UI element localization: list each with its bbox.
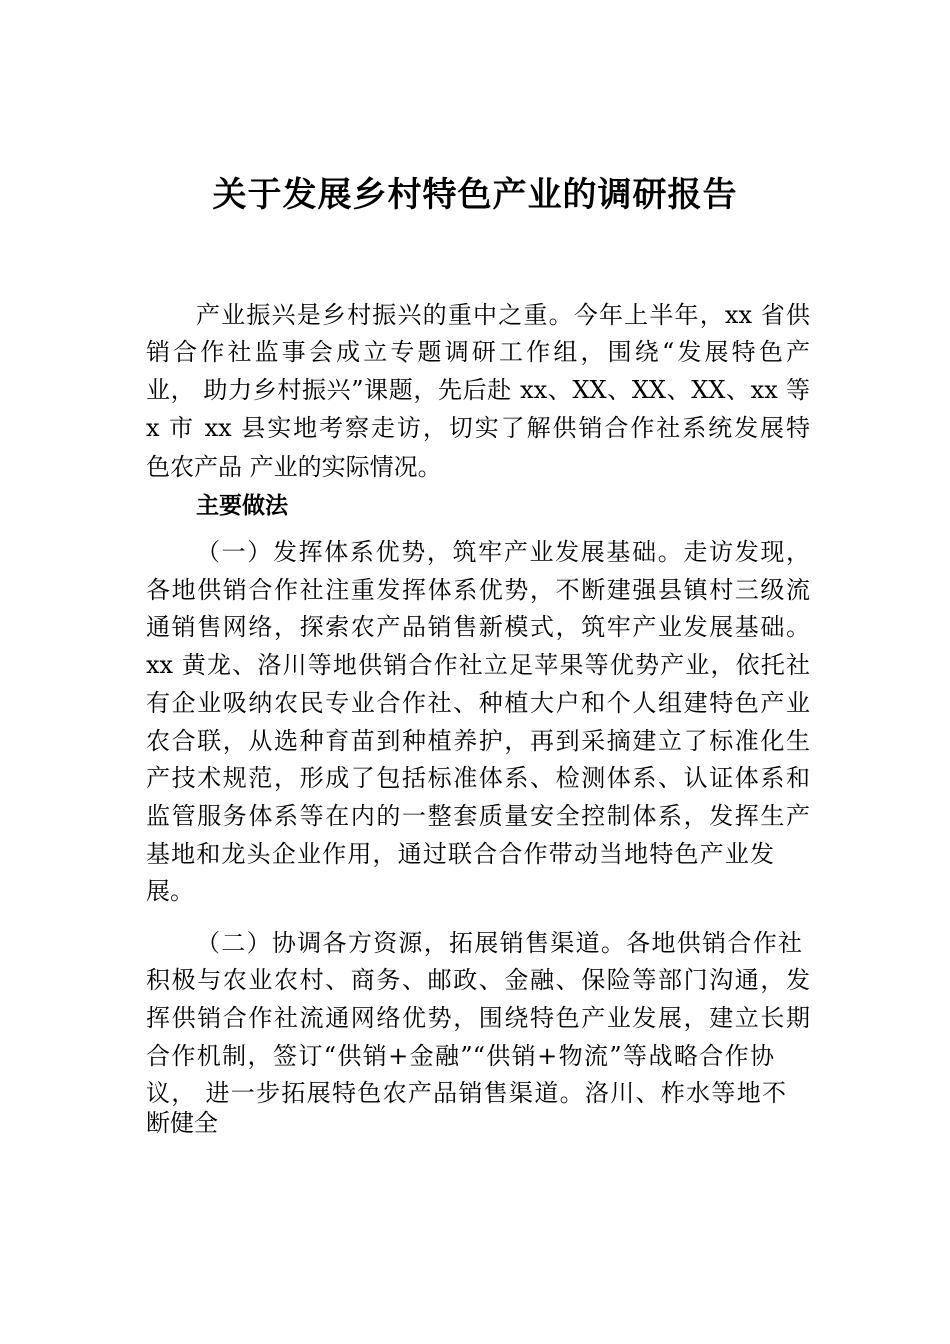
para1-line-2: 各地供销合作社注重发挥体系优势，不断建强县镇村三级流 [146, 576, 810, 604]
para1-line-6: 农合联，从选种育苗到种植养护，再到采摘建立了标准化生 [146, 727, 810, 755]
para2-line-3: 挥供销合作社流通网络优势，围绕特色产业发展，建立长期 [146, 1004, 810, 1032]
intro-line-4: x 市 xx 县实地考察走访，切实了解供销合作社系统发展特 [146, 414, 810, 442]
document-title: 关于发展乡村特色产业的调研报告 [212, 175, 738, 215]
intro-line-5: 色农产品 产业的实际情况。 [146, 453, 442, 481]
para1-line-5: 有企业吸纳农民专业合作社、种植大户和个人组建特色产业 [146, 689, 810, 717]
para1-line-4: xx 黄龙、洛川等地供销合作社立足苹果等优势产业，依托社 [146, 651, 810, 679]
para2-line-5: 议， 进一步拓展特色农产品销售渠道。洛川、柞水等地不 [146, 1079, 786, 1107]
para2-line-1: （二）协调各方资源，拓展销售渠道。各地供销合作社 [196, 929, 802, 957]
para1-line-9: 基地和龙头企业作用，通过联合合作带动当地特色产业发 [146, 840, 774, 868]
para1-line-3: 通销售网络，探索农产品销售新模式，筑牢产业发展基础。 [146, 613, 810, 641]
para2-line-6: 断健全 [146, 1109, 218, 1137]
section-heading: 主要做法 [196, 493, 288, 519]
para2-line-4: 合作机制，签订“供销+金融”“供销+物流”等战略合作协 [146, 1042, 774, 1070]
para2-line-2: 积极与农业农村、商务、邮政、金融、保险等部门沟通，发 [146, 966, 810, 994]
para1-line-1: （一）发挥体系优势，筑牢产业发展基础。走访发现， [196, 538, 810, 566]
intro-line-1: 产业振兴是乡村振兴的重中之重。今年上半年，xx 省供 [196, 301, 810, 329]
para1-line-10: 展。 [146, 877, 194, 905]
para1-line-7: 产技术规范，形成了包括标准体系、检测体系、认证体系和 [146, 764, 810, 792]
intro-line-2: 销合作社监事会成立专题调研工作组，围绕“发展特色产 [146, 338, 810, 366]
para1-line-8: 监管服务体系等在内的一整套质量安全控制体系，发挥生产 [146, 802, 810, 830]
intro-line-3: 业， 助力乡村振兴”课题，先后赴 xx、XX、XX、XX、xx 等 [146, 376, 810, 404]
